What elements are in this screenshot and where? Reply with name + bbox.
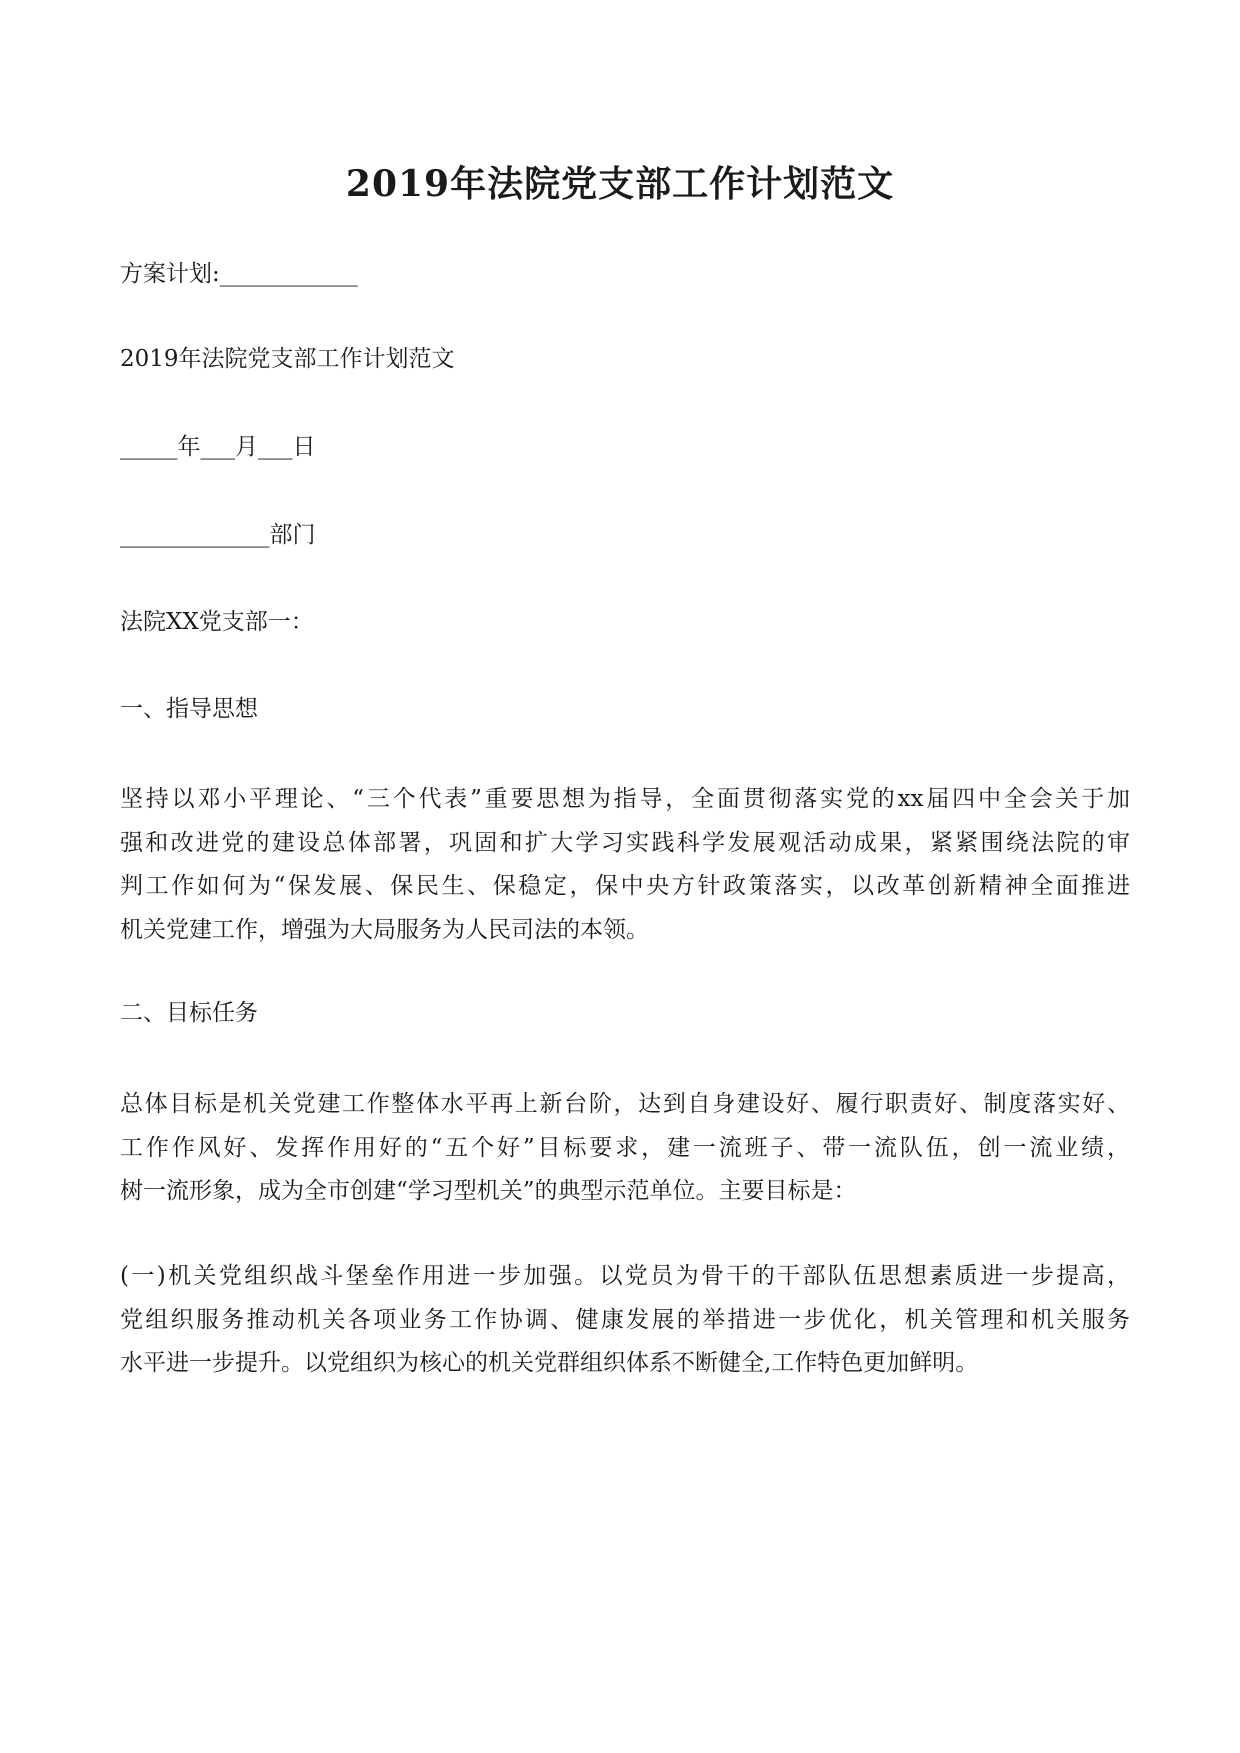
department-line: _____________部门 bbox=[120, 522, 316, 548]
paragraph-line: 树一流形象，成为全市创建“学习型机关”的典型示范单位。主要目标是： bbox=[120, 1178, 857, 1204]
paragraph-guiding-thought bbox=[120, 778, 1130, 952]
section-heading-guiding-thought: 一、指导思想 bbox=[120, 696, 258, 722]
paragraph-line: 党组织服务推动机关各项业务工作协调、健康发展的举措进一步优化，机关管理和机关服务 bbox=[120, 1306, 1130, 1333]
paragraph-line: 机关党建工作，增强为大局服务为人民司法的本领。 bbox=[120, 916, 649, 943]
paragraph-line: 强和改进党的建设总体部署，巩固和扩大学习实践科学发展观活动成果，紧紧围绕法院的审 bbox=[120, 829, 1130, 856]
paragraph-line: 判工作如何为“保发展、保民生、保稳定，保中央方针政策落实，以改革创新精神全面推进 bbox=[120, 873, 1130, 899]
section-heading-goals: 二、目标任务 bbox=[120, 1000, 258, 1026]
date-line: _____年___月___日 bbox=[120, 434, 316, 460]
addressee: 法院XX党支部一： bbox=[120, 609, 314, 635]
document-title: 2019年法院党支部工作计划范文 bbox=[345, 163, 895, 205]
paragraph-line: 总体目标是机关党建工作整体水平再上新台阶，达到自身建设好、履行职责好、制度落实好、 bbox=[120, 1091, 1130, 1117]
paragraph-line: (一)机关党组织战斗堡垒作用进一步加强。以党员为骨干的干部队伍思想素质进一步提高， bbox=[120, 1263, 1130, 1289]
paragraph-line: 工作作风好、发挥作用好的“五个好”目标要求，建一流班子、带一流队伍，创一流业绩， bbox=[120, 1134, 1130, 1161]
document-subtitle: 2019年法院党支部工作计划范文 bbox=[120, 346, 455, 372]
paragraph-line: 水平进一步提升。以党组织为核心的机关党群组织体系不断健全,工作特色更加鲜明。 bbox=[120, 1350, 979, 1376]
paragraph-item-one bbox=[120, 1255, 1130, 1386]
paragraph-goals bbox=[120, 1083, 1130, 1214]
paragraph-line: 坚持以邓小平理论、“三个代表”重要思想为指导，全面贯彻落实党的xx届四中全会关于加 bbox=[120, 786, 1130, 812]
plan-label: 方案计划:____________ bbox=[120, 261, 358, 287]
